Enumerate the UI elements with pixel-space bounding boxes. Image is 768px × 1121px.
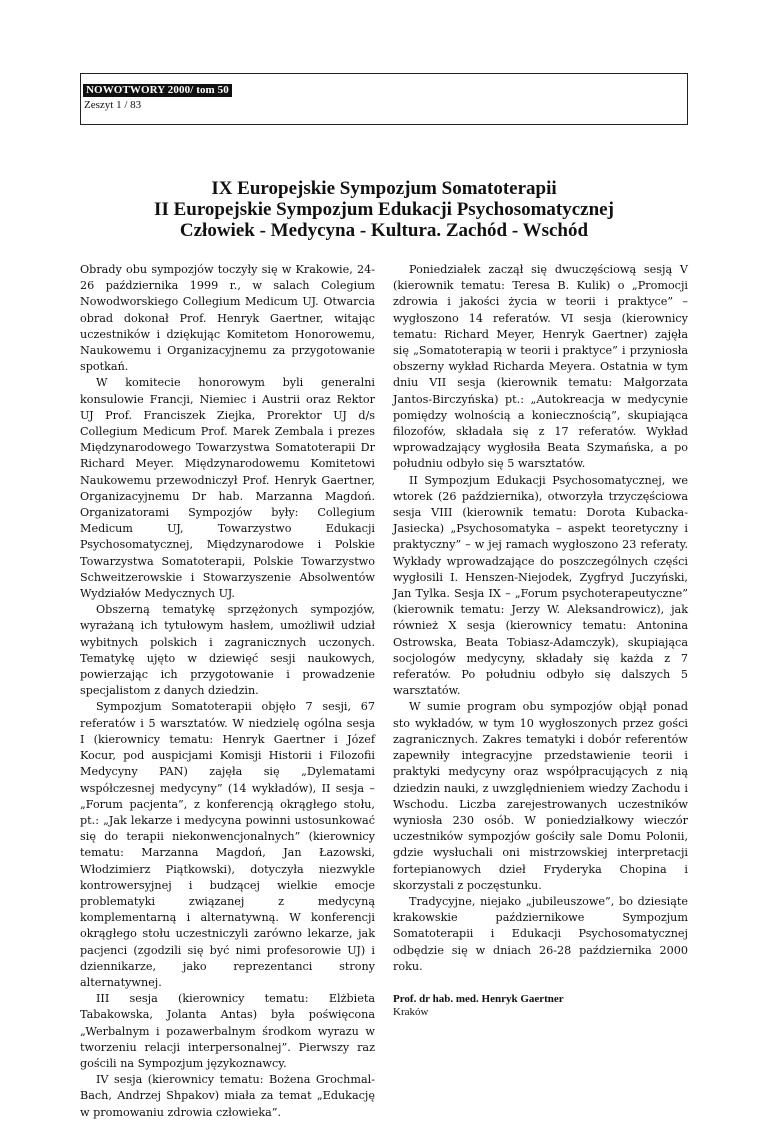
paragraph: III sesja (kierownicy tematu: Elżbieta Tabakowska, Jolanta Antas) była poświęcona „Werbalnym i pozawerbalnym środkom wyrazu w tworzeniu relacji interpersonalnej”. Pierwszy raz gościli na Sympozjum językoznawcy. <box>80 992 375 1070</box>
paragraph: Poniedziałek zaczął się dwuczęściową sesją V (kierownik tematu: Teresa B. Kulik) o „Promocji zdrowia i jakości życia w teorii i praktyce” – wygłoszono 14 referatów. VI sesja (kierownicy tematu: Richard Meyer, Henryk Gaertner) zajęła się „Somatoterapią w teorii i praktyce” i przyniosła obszerny wykład Richarda Meyera. Ostatnia w tym dniu VII sesja (kierownik tematu: Małgorzata Jantos-Birczyńska) pt.: „Autokreacja w medycynie pomiędzy wolnością a koniecznością”, skupiająca filozofów, składała się z 17 referatów. Wykład wprowadzający wygłosiła Beata Szymańska, a po południu odbyło się 5 warsztatów. <box>393 263 688 471</box>
paragraph: Tradycyjne, niejako „jubileuszowe”, bo dziesiąte krakowskie październikowe Sympozjum Somatoterapii i Edukacji Psychosomatycznej odbędzie się w dniach 26-28 października 2000 roku. <box>393 894 688 973</box>
paragraph: W komitecie honorowym byli generalni konsulowie Francji, Niemiec i Austrii oraz Rektor UJ Prof. Franciszek Ziejka, Prorektor UJ d/s Collegium Medicum Prof. Marek Zembala i prezes Międzynarodowego Towarzystwa Somatoterapii Dr Richard Meyer. Międzynarodowemu Komitetowi Naukowemu przewodniczył Prof. Henryk Gaertner, Organizacyjnemu Dr hab. Marzanna Magdoń. Organizatorami Sympozjów były: Collegium Medicum UJ, Towarzystwo Edukacji Psychosomatycznej, Międzynarodowe i Polskie Towarzystwa Somatoterapii, Polskie Towarzystwo Schweitzerowskie i Stowarzyszenie Absolwentów Wydziałów Medycznych UJ. <box>80 376 375 601</box>
author-city: Kraków <box>393 1005 429 1018</box>
issue-number: Zeszyt 1 / 83 <box>84 99 142 111</box>
paragraph: Obrady obu sympozjów toczyły się w Krakowie, 24-26 października 1999 r., w salach Colegium Nowodworskiego Collegium Medicum UJ. Otwarcia obrad dokonał Prof. Henryk Gaertner, witając uczestników i dziękując Komitetom Honorowemu, Naukowemu i Organizacyjnemu za przygotowanie spotkań. <box>80 263 375 374</box>
paragraph: IV sesja (kierownicy tematu: Bożena Grochmal-Bach, Andrzej Shpakov) miała za temat „Edukację w promowaniu zdrowia człowieka”. <box>80 1073 375 1119</box>
left-text-column <box>80 262 375 1121</box>
journal-header-box <box>80 73 688 125</box>
journal-name-badge: NOWOTWORY 2000/ tom 50 <box>83 84 232 97</box>
author-name: Prof. dr hab. med. Henryk Gaertner <box>393 992 564 1005</box>
right-text-column <box>393 262 688 1019</box>
title-line-3: Człowiek - Medycyna - Kultura. Zachód - Wschód <box>179 220 589 241</box>
title-line-1: IX Europejskie Sympozjum Somatoterapii <box>211 178 557 199</box>
author-signature <box>393 993 688 1019</box>
paragraph: II Sympozjum Edukacji Psychosomatycznej, we wtorek (26 października), otworzyła trzyczęściowa sesja VIII (kierownik tematu: Dorota Kubacka-Jasiecka) „Psychosomatyka – aspekt teoretyczny i praktyczny” – w jej ramach wygłoszono 23 referaty. Wykłady wprowadzające do poszczególnych części wygłosili I. Henszen-Niejodek, Zygfryd Juczyński, Jan Tylka. Sesja IX – „Forum psychoterapeutyczne” (kierownik tematu: Jerzy W. Aleksandrowicz), jak również X sesja (kierownicy tematu: Antonina Ostrowska, Beata Tobiasz-Adamczyk), skupiająca socjologów medycyny, składały się każda z 7 referatów. Po południu odbyło się dalszych 5 warsztatów. <box>393 473 688 698</box>
paragraph: Sympozjum Somatoterapii objęło 7 sesji, 67 referatów i 5 warsztatów. W niedzielę ogólna sesja I (kierownicy tematu: Henryk Gaertner i Józef Kocur, pod auspicjami Komisji Historii i Filozofii Medycyny PAN) zajęła się „Dylematami współczesnej medycyny” (14 wykładów), II sesja – „Forum pacjenta”, z konferencją okrągłego stołu, pt.: „Jak lekarze i medycyna powinni ustosunkować się do terapii niekonwencjonalnych” (kierownicy tematu: Marzanna Magdoń, Jan Łazowski, Włodzimierz Piątkowski), dotyczyła niezwykle kontrowersyjnej i budzącej wielkie emocje problematyki związanej z medycyną komplementarną i alternatywną. W konferencji okrągłego stołu uczestniczyli zarówno lekarze, jak pacjenci (zgodzili się być nimi profesorowie UJ) i dziennikarze, jako reprezentanci strony alternatywnej. <box>80 700 375 989</box>
paragraph: W sumie program obu sympozjów objął ponad sto wykładów, w tym 10 wygłoszonych przez gości zagranicznych. Zakres tematyki i dobór referentów zapewniły integracyjne przedstawienie teorii i praktyki medycyny oraz współpracujących z nią dziedzin nauki, z uwzględnieniem wiedzy Zachodu i Wschodu. Liczba zarejestrowanych uczestników wyniosła 230 osób. W poniedziałkowy wieczór uczestników sympozjów gościły sale Domu Polonii, gdzie wysłuchali oni mistrzowskiej interpretacji fortepianowych dzieł Fryderyka Chopina i skorzystali z poczęstunku. <box>393 700 688 892</box>
paragraph: Obszerną tematykę sprzężonych sympozjów, wyrażaną ich tytułowym hasłem, umożliwił udział wybitnych polskich i zagranicznych uczonych. Tematykę ujęto w dziewięć sesji naukowych, powierzając ich przygotowanie i prowadzenie specjalistom z danych dziedzin. <box>80 603 375 698</box>
article-title <box>0 178 768 241</box>
title-line-2: II Europejskie Sympozjum Edukacji Psychosomatycznej <box>154 199 614 220</box>
